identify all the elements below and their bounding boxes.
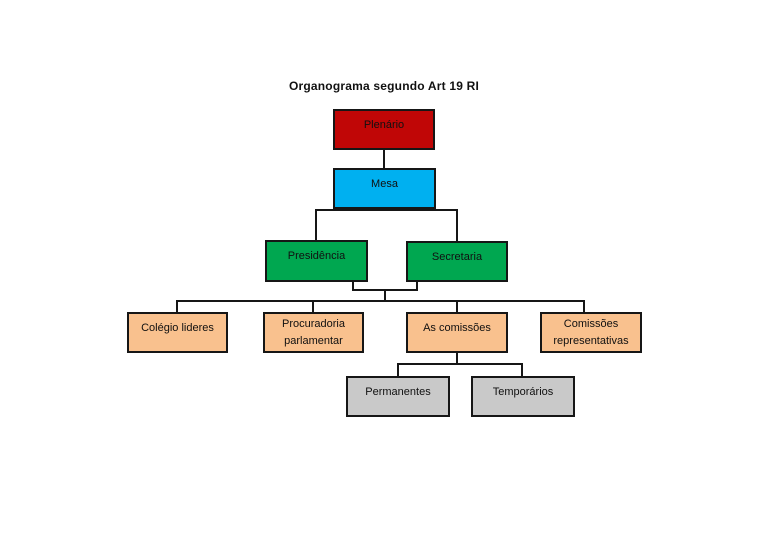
node-comissoes-representativas [540, 312, 642, 353]
node-permanentes-label: Permanentes [365, 386, 431, 398]
node-procuradoria-parlamentar [263, 312, 364, 353]
node-plenario [333, 109, 435, 150]
connector-level4-bar [397, 363, 523, 365]
connector-to-permanentes [397, 363, 399, 376]
node-colegio-lideres-label: Colégio lideres [141, 322, 214, 334]
connector-to-colegio-lideres [176, 300, 178, 312]
connector-plenario-mesa [383, 150, 385, 168]
node-secretaria-label: Secretaria [431, 251, 483, 263]
node-as-comissoes-label: As comissões [423, 322, 491, 334]
connector-mesa-secretaria [456, 209, 458, 241]
diagram-title: Organograma segundo Art 19 RI [288, 79, 480, 93]
node-mesa-label: Mesa [371, 178, 398, 190]
node-comissoes-representativas-label: Comissões representativas [553, 318, 629, 347]
node-presidencia [265, 240, 368, 282]
connector-to-temporarios [521, 363, 523, 376]
node-colegio-lideres [127, 312, 228, 353]
connector-to-as-comissoes [456, 300, 458, 312]
node-temporarios [471, 376, 575, 417]
connector-to-comissoes-representativas [583, 300, 585, 312]
node-secretaria [406, 241, 508, 282]
node-as-comissoes [406, 312, 508, 353]
node-temporarios-label: Temporários [492, 386, 554, 398]
connector-mesa-presidencia [315, 209, 317, 240]
connector-to-procuradoria [312, 300, 314, 312]
node-plenario-label: Plenário [363, 119, 405, 131]
connector-level3-bar [176, 300, 585, 302]
node-mesa [333, 168, 436, 209]
connector-mesa-branch-bar [315, 209, 458, 211]
node-permanentes [346, 376, 450, 417]
node-presidencia-label: Presidência [287, 250, 346, 262]
node-procuradoria-parlamentar-label: Procuradoria parlamentar [282, 318, 345, 347]
